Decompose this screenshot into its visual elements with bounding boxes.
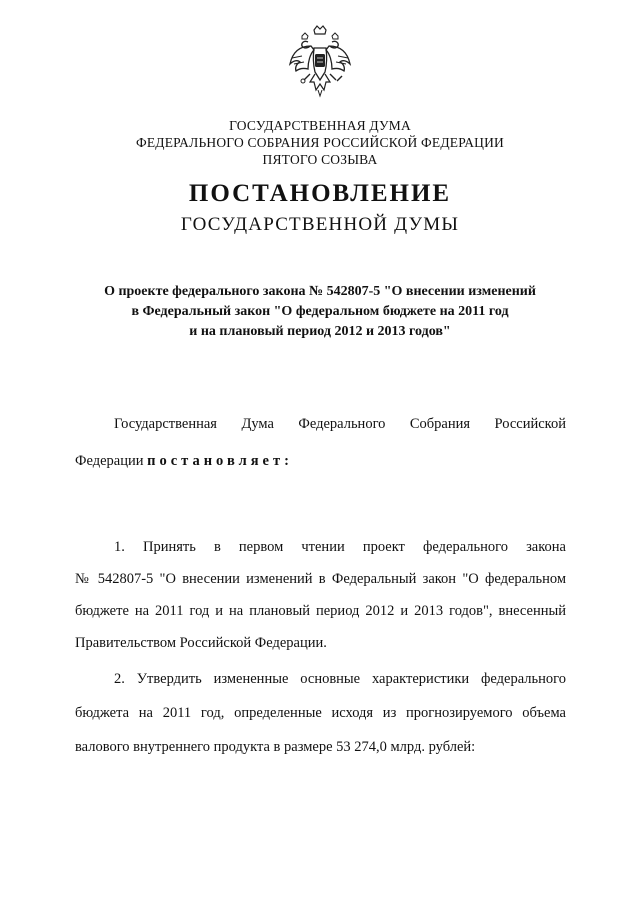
convocation: ПЯТОГО СОЗЫВА	[262, 152, 378, 167]
subject-line-1: О проекте федерального закона № 542807-5 "О внесении изменений	[104, 284, 536, 299]
preamble-text: Федерации	[75, 453, 148, 469]
item-1-line-2: № 542807-5 "О внесении изменений в Федеральный закон "О федеральном	[75, 571, 566, 587]
document-issuer: ГОСУДАРСТВЕННОЙ ДУМЫ	[180, 214, 460, 235]
russian-coat-of-arms-icon	[286, 24, 354, 100]
org-name-line-1: ГОСУДАРСТВЕННАЯ ДУМА	[229, 118, 411, 133]
item-2-line-1: 2. Утвердить измененные основные характеристики федерального	[114, 671, 566, 687]
subject-line-2: в Федеральный закон "О федеральном бюджете на 2011 год	[131, 304, 509, 319]
item-1-line-1: 1. Принять в первом чтении проект федерального закона	[114, 539, 566, 555]
item-2-line-2: бюджета на 2011 год, определенные исходя из прогнозируемого объема	[75, 705, 566, 721]
subject-line-3: и на плановый период 2012 и 2013 годов"	[189, 324, 451, 339]
item-2-line-3: валового внутреннего продукта в размере 53 274,0 млрд. рублей:	[75, 739, 476, 755]
document-type-title: ПОСТАНОВЛЕНИЕ	[188, 180, 452, 207]
item-1-line-4: Правительством Российской Федерации.	[75, 635, 327, 651]
item-1-line-3: бюджете на 2011 год и на плановый период 2012 и 2013 годов", внесенный	[75, 603, 566, 619]
resolution-verb: постановляет:	[147, 453, 293, 469]
org-name-line-2: ФЕДЕРАЛЬНОГО СОБРАНИЯ РОССИЙСКОЙ ФЕДЕРАЦИИ	[136, 135, 504, 150]
preamble-line-2	[75, 451, 566, 471]
preamble-line-1: Государственная Дума Федерального Собрания Российской	[114, 416, 566, 432]
